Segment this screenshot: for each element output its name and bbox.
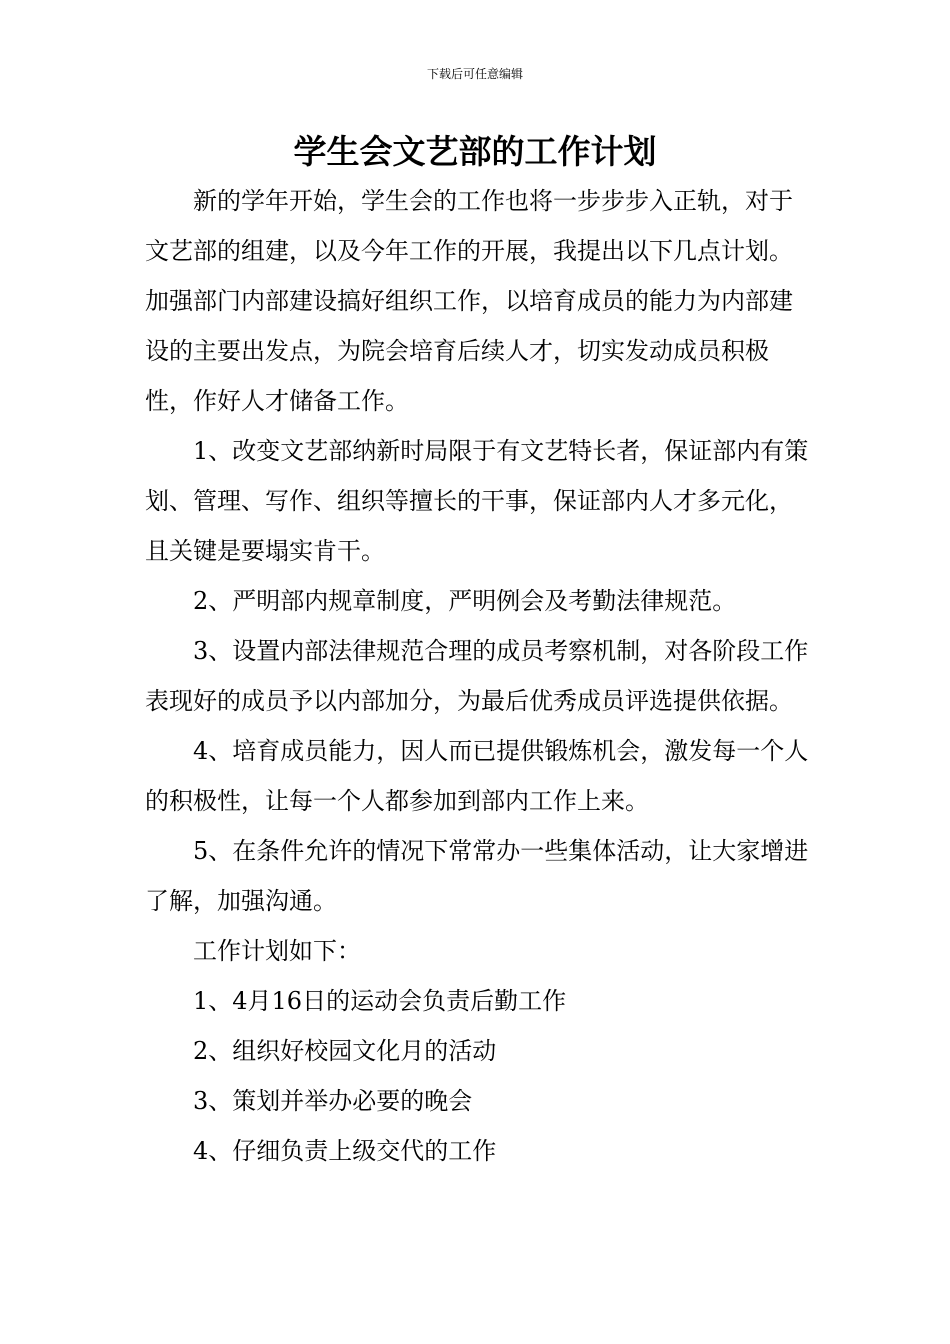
header-note: 下载后可任意编辑	[426, 67, 523, 81]
document-title: 学生会文艺部的工作计划	[293, 132, 657, 171]
work-plan-item-1: 1、4月16日的运动会负责后勤工作	[193, 987, 567, 1015]
document-body	[145, 176, 809, 1176]
plan-item-2: 2、严明部内规章制度，严明例会及考勤法律规范。	[193, 587, 737, 615]
plan-item-5: 5、在条件允许的情况下常常办一些集体活动，让大家增进了解，加强沟通。	[145, 837, 809, 915]
work-plan-item-3: 3、策划并举办必要的晚会	[193, 1087, 473, 1115]
work-plan-item-2: 2、组织好校园文化月的活动	[193, 1037, 497, 1065]
work-plan-item-4: 4、仔细负责上级交代的工作	[193, 1137, 497, 1165]
plan-item-1: 1、改变文艺部纳新时局限于有文艺特长者，保证部内有策划、管理、写作、组织等擅长的干事，保证部内人才多元化，且关键是要塌实肯干。	[145, 437, 809, 565]
plan-item-3: 3、设置内部法律规范合理的成员考察机制，对各阶段工作表现好的成员予以内部加分，为最后优秀成员评选提供依据。	[145, 637, 809, 715]
plan-item-4: 4、培育成员能力，因人而已提供锻炼机会，激发每一个人的积极性，让每一个人都参加到部内工作上来。	[145, 737, 809, 815]
work-plan-heading: 工作计划如下：	[193, 937, 361, 965]
intro-paragraph: 新的学年开始，学生会的工作也将一步步步入正轨，对于文艺部的组建，以及今年工作的开展，我提出以下几点计划。加强部门内部建设搞好组织工作，以培育成员的能力为内部建设的主要出发点，为院会培育后续人才，切实发动成员积极性，作好人才储备工作。	[145, 187, 793, 415]
